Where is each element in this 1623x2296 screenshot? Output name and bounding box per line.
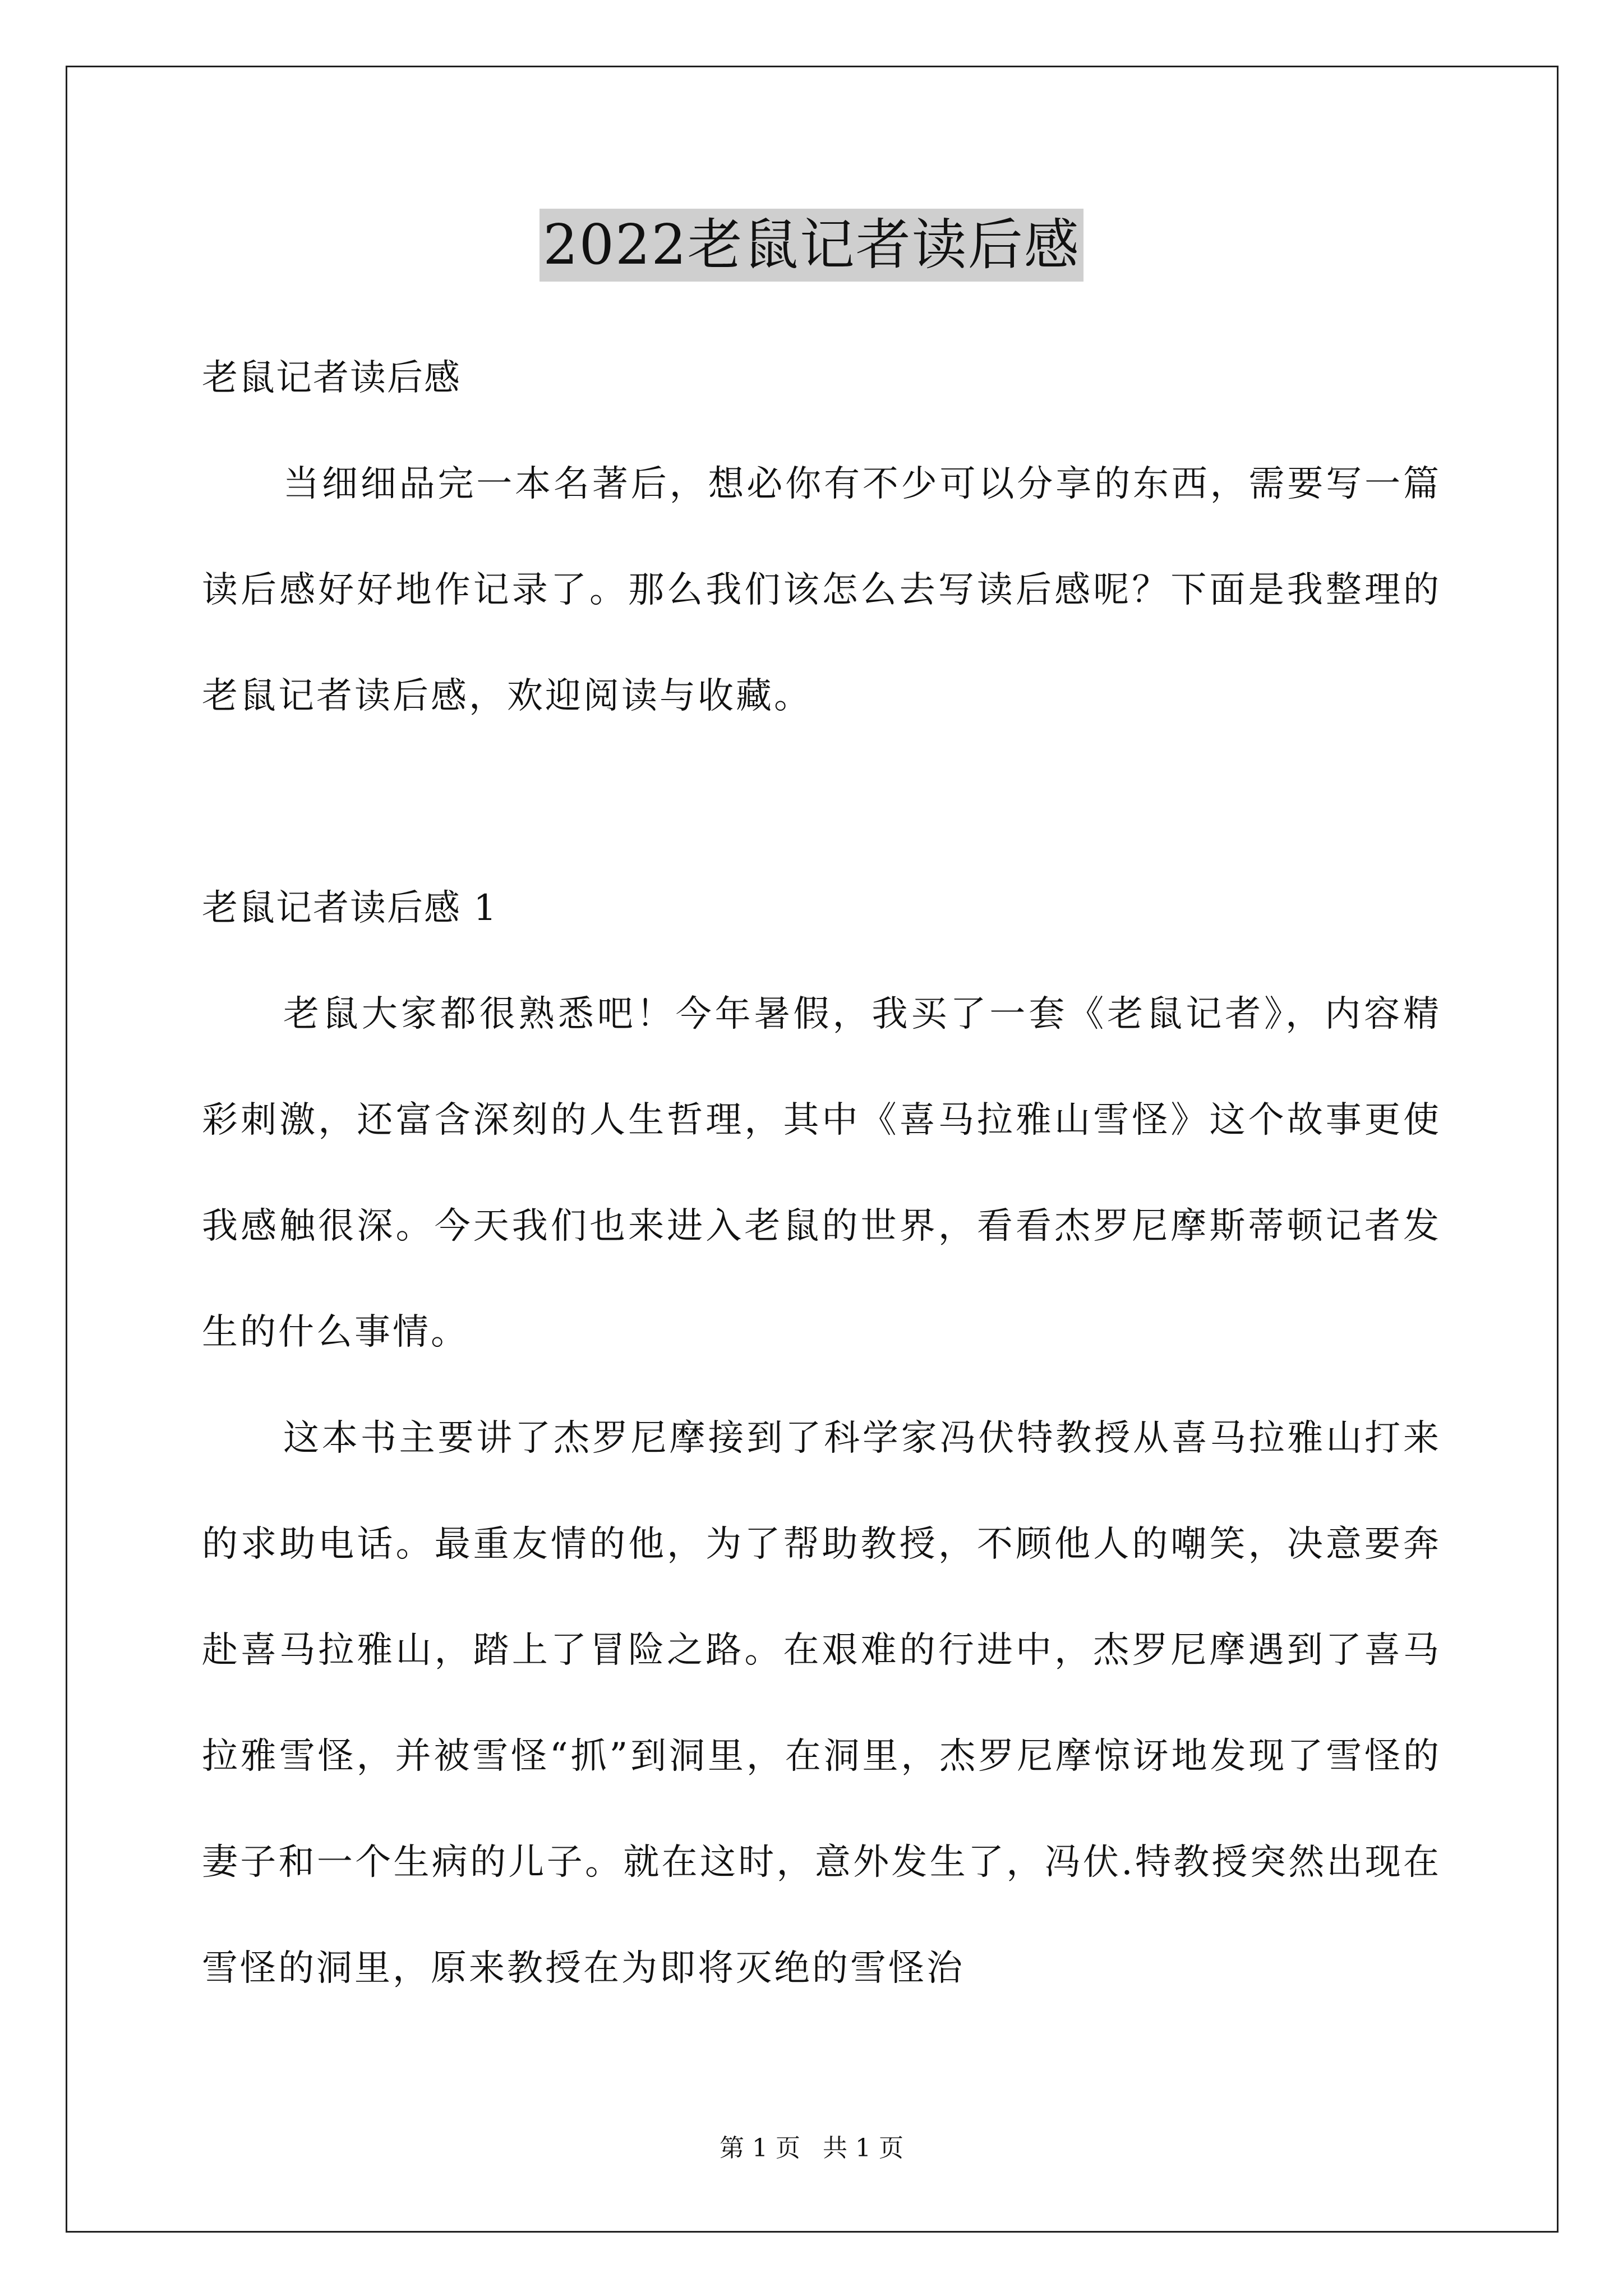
page-footer (0, 2132, 1623, 2165)
page-total: 共 1 页 (823, 2134, 903, 2162)
section-spacer (202, 749, 1441, 855)
document-title: 2022老鼠记者读后感 (540, 209, 1083, 282)
body-paragraph: 这本书主要讲了杰罗尼摩接到了科学家冯伏特教授从喜马拉雅山打来的求助电话。最重友情的他，为了帮助教授，不顾他人的嘲笑，决意要奔赴喜马拉雅山，踏上了冒险之路。在艰难的行进中，杰罗尼摩遇到了喜马拉雅雪怪，并被雪怪“抓”到洞里，在洞里，杰罗尼摩惊讶地发现了雪怪的妻子和一个生病的儿子。就在这时，意外发生了，冯伏.特教授突然出现在雪怪的洞里，原来教授在为即将灭绝的雪怪治 (202, 1418, 1441, 1989)
title-container (0, 209, 1623, 282)
intro-heading: 老鼠记者读后感 (202, 357, 461, 399)
intro-paragraph: 当细细品完一本名著后，想必你有不少可以分享的东西，需要写一篇读后感好好地作记录了。那么我们该怎么去写读后感呢？下面是我整理的老鼠记者读后感，欢迎阅读与收藏。 (202, 463, 1441, 717)
section-heading: 老鼠记者读后感 1 (202, 887, 498, 929)
page-number: 第 1 页 (720, 2134, 800, 2162)
document-body (202, 325, 1441, 2022)
body-paragraph: 老鼠大家都很熟悉吧！今年暑假，我买了一套《老鼠记者》，内容精彩刺激，还富含深刻的人生哲理，其中《喜马拉雅山雪怪》这个故事更使我感触很深。今天我们也来进入老鼠的世界，看看杰罗尼摩斯蒂顿记者发生的什么事情。 (202, 993, 1441, 1353)
